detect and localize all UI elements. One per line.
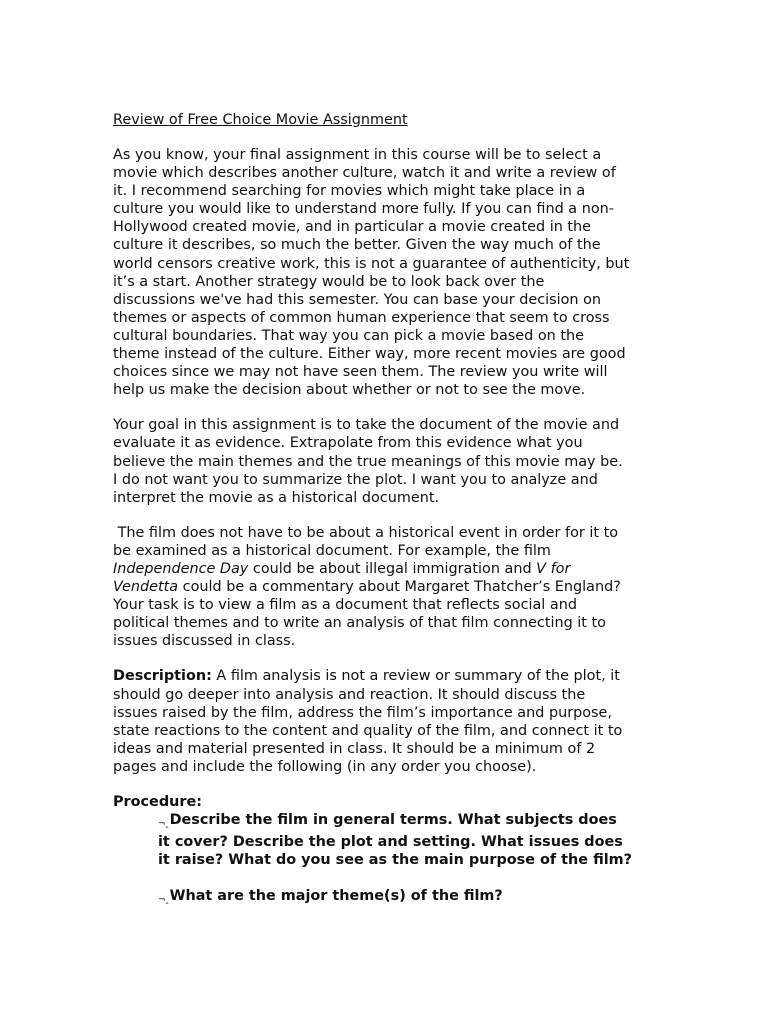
intro-paragraph xyxy=(113,146,658,399)
text-line: movie which describes another culture, watch it and write a review of xyxy=(113,165,616,182)
text-line: help us make the decision about whether or not to see the move. xyxy=(113,382,586,399)
text-line: theme instead of the culture. Either way, more recent movies are good xyxy=(113,346,626,363)
text-line xyxy=(113,560,658,578)
text-line: cultural boundaries. That way you can pick a movie based on the xyxy=(113,327,584,344)
procedure-label: Procedure: xyxy=(113,794,202,810)
text-line: Your task is to view a film as a document that reflects social and xyxy=(113,597,577,614)
document-page xyxy=(113,110,658,909)
text-fragment: Describe the film in general terms. What subjects does xyxy=(169,812,617,828)
procedure-item xyxy=(158,887,658,909)
text-line: culture you would like to understand more fully. If you can find a non- xyxy=(113,201,614,218)
description-label: Description: xyxy=(113,668,212,685)
text-fragment: A film analysis is not a review or summary of the plot, it xyxy=(211,668,620,685)
text-line: discussions we've had this semester. You can base your decision on xyxy=(113,291,602,308)
text-line: choices since we may not have seen them. The review you write will xyxy=(113,364,608,381)
text-line: political themes and to write an analysis of that film connecting it to xyxy=(113,615,606,632)
text-line: it’s a start. Another strategy would be to look back over the xyxy=(113,273,545,290)
film-paragraph xyxy=(113,524,658,651)
text-line: believe the main themes and the true meanings of this movie may be. xyxy=(113,453,623,470)
text-line: world censors creative work, this is not a guarantee of authenticity, but xyxy=(113,255,630,272)
text-line: be examined as a historical document. For example, the film xyxy=(113,542,551,559)
text-line: Your goal in this assignment is to take the document of the movie and xyxy=(113,417,620,434)
description-paragraph xyxy=(113,667,658,776)
text-line: issues raised by the film, address the film’s importance and purpose, xyxy=(113,704,612,721)
text-line: ideas and material presented in class. It should be a minimum of 2 xyxy=(113,740,596,757)
text-line: I do not want you to summarize the plot. I want you to analyze and xyxy=(113,471,598,488)
procedure-item xyxy=(158,811,658,869)
text-line xyxy=(158,887,658,909)
bullet-icon: ¬‸ xyxy=(158,819,169,829)
bullet-icon: ¬‸ xyxy=(158,895,169,906)
document-title: Review of Free Choice Movie Assignment xyxy=(113,112,408,128)
text-line: it raise? What do you see as the main purpose of the film? xyxy=(158,852,633,869)
text-line: Hollywood created movie, and in particular a movie created in the xyxy=(113,219,592,236)
text-line: themes or aspects of common human experience that seem to cross xyxy=(113,309,610,326)
text-fragment: could be a commentary about Margaret Thatcher’s England? xyxy=(178,579,621,596)
text-line: interpret the movie as a historical document. xyxy=(113,489,440,506)
text-line: issues discussed in class. xyxy=(113,633,296,650)
text-fragment: could be about illegal immigration and xyxy=(248,560,537,577)
film-title-v-for-vendetta-part1: V for xyxy=(536,560,571,577)
text-line: should go deeper into analysis and reaction. It should discuss the xyxy=(113,686,586,703)
film-title-independence-day: Independence Day xyxy=(113,560,249,577)
text-line: evaluate it as evidence. Extrapolate from this evidence what you xyxy=(113,435,583,452)
text-line: it cover? Describe the plot and setting. What issues does xyxy=(158,834,623,851)
text-line xyxy=(113,578,658,596)
text-fragment: What are the major theme(s) of the film? xyxy=(169,888,503,905)
text-line: As you know, your final assignment in this course will be to select a xyxy=(113,147,602,163)
goal-paragraph xyxy=(113,416,658,506)
text-line: it. I recommend searching for movies which might take place in a xyxy=(113,183,586,200)
text-line xyxy=(113,667,658,685)
text-line: state reactions to the content and quality of the film, and connect it to xyxy=(113,722,623,739)
text-line xyxy=(158,811,658,833)
spacer xyxy=(113,869,658,887)
film-title-v-for-vendetta-part2: Vendetta xyxy=(113,579,179,596)
text-line: culture it describes, so much the better. Given the way much of the xyxy=(113,237,601,254)
text-line: The film does not have to be about a historical event in order for it to xyxy=(113,524,619,541)
text-line: pages and include the following (in any order you choose). xyxy=(113,758,537,775)
